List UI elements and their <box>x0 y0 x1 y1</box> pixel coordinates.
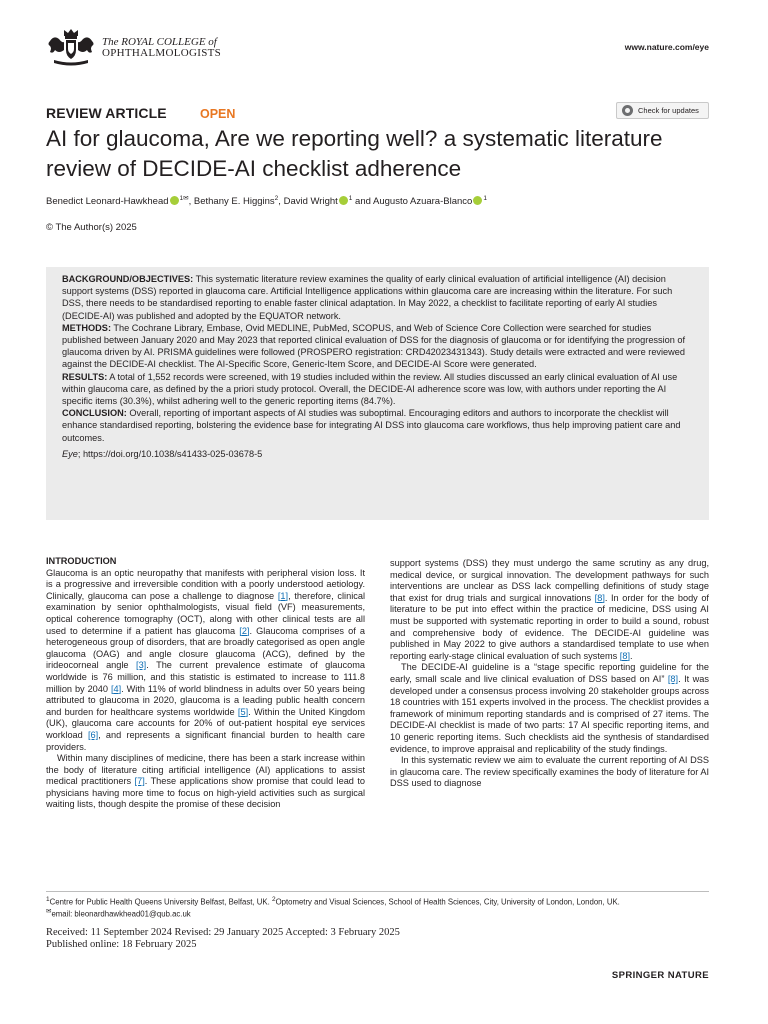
body-paragraph: In this systematic review we aim to evaluate the current reporting of AI DSS in glaucoma care. The review specifically examines the body of literature for AI DSS used to diagnose <box>390 755 709 789</box>
journal-name: Eye <box>62 448 78 459</box>
citation-link[interactable]: [1] <box>277 590 289 601</box>
affiliations-footnote: $^1$Centre for Public Health Queens University Belfast, Belfast, UK. $^2$Optometry and Visual Sciences, School of Health Sciences, City, University of London, London, UK. <box>46 896 620 907</box>
college-crest-logo <box>46 27 96 67</box>
author-affiliation: 1 <box>348 195 353 202</box>
abstract-methods: METHODS: The Cochrane Library, Embase, Ovid MEDLINE, PubMed, SCOPUS, and Web of Science Core Collection were searched for studies published between January 2020 and May 2023 that reported clinical evaluation of DSS for the diagnosis of glaucoma or for identifying the progression of glaucoma driven by AI. PRISMA guidelines were followed (PROSPERO registration: CRD42023431343). Study details were extracted and were reviewed against the DECIDE-AI checklist. The AI-Specific Score, Generic-Item Score, and DECIDE-AI Score were generated. <box>62 322 686 370</box>
college-name <box>102 37 221 59</box>
doi-line <box>62 448 693 460</box>
email-footnote: ✉email: bleonardhawkhead01@qub.ac.uk <box>46 908 191 919</box>
orcid-icon[interactable] <box>170 196 179 205</box>
citation-link[interactable]: [6] <box>87 729 99 740</box>
body-paragraph: The DECIDE-AI guideline is a “stage specific reporting guideline for the early, small scale and live clinical evaluation of DSS based on AI” [8]. It was developed under a consensus process involving 20 stakeholder groups across 18 countries with 151 experts involved in the process. The checklist provides a framework of minimum reporting standards and is comprised of 27 items. The DECIDE-AI checklist is made of two parts: 17 AI specific reporting items, and 10 generic reporting items. Such checklists aid the synthesis of standardised evidence, to improve appraisal and replicability of the study findings. <box>390 662 710 754</box>
author-affiliation: 2 <box>274 195 279 202</box>
body-paragraph: Glaucoma is an optic neuropathy that manifests with peripheral vision loss. It is a progressive and irreversible condition with a poorly understood aetiology. Clinically, glaucoma can pose a challenge to diagnose [1], therefore, clinical examination by senior ophthalmologists, visual field (VF) measurements, optical coherence tomography (OCT), along with other clinical tests are all used to determine if a patient has glaucoma [2]. Glaucoma comprises of a heterogeneous group of disorders, that are broadly categorised as open angle glaucoma (OAG) and angle closure glaucoma (ACG), defined by the irideocorneal angle [3]. The current prevalence estimate of glaucoma worldwide is 76 million, and this statistic is estimated to increase to 111.8 million by 2040 [4]. With 11% of world blindness in adults over 50 years being attributed to glaucoma in 2020, glaucoma is a leading public health concern and burden for healthcare systems worldwide [5]. Within the United Kingdom (UK), glaucoma care accounts for 20% of out-patient hospital eye services workload [6], and represents a significant financial burden to health care providers. <box>46 567 365 752</box>
author-name[interactable]: Benedict Leonard-Hawkhead <box>46 196 169 208</box>
citation-link[interactable]: [3] <box>136 660 147 671</box>
crossmark-icon <box>622 105 633 116</box>
author-affiliation: 1✉ <box>179 195 189 202</box>
doi-link[interactable]: ; https://doi.org/10.1038/s41433-025-03678-5 <box>77 448 263 459</box>
check-for-updates-label: Check for updates <box>638 106 699 115</box>
abstract-results: RESULTS: A total of 1,552 records were screened, with 19 studies included within the review. All studies discussed an early clinical evaluation of AI use within glaucoma care, as defined by the a priori study protocol. Overall, the DECIDE-AI adherence score was low, with authors under reporting the AI specific items (30.3%), whilst adhering well to the generic reporting items (84.7%). <box>62 371 678 407</box>
article-title: AI for glaucoma, Are we reporting well? a systematic literature review of DECIDE-AI checklist adherence <box>46 126 663 181</box>
citation-link[interactable]: [5] <box>237 706 249 717</box>
author-list: Benedict Leonard-Hawkhead $^{1✉}$, Bethany E. Higgins$^2$, David Wright $^1$ and Augusto Azuara-Blanco $^1$ <box>46 195 487 208</box>
body-paragraph: support systems (DSS) they must undergo the same scrutiny as any drug, medical device, or surgical innovation. The development pathways for such interventions are unclear as DSS lack compelling definitions of study stage that exist for drug trials and surgical innovations [8]. In order for the body of literature to be put into effect within the practice of medicine, DSS using AI must be supported with systematic reporting in order to build a sound, robust and comprehensive body of evidence. The DECIDE-AI guideline was published in May 2022 to give authors a standardised template to use when reporting early-stage clinical evaluation of such systems [8]. <box>390 558 709 661</box>
article-type-label: REVIEW ARTICLE <box>46 105 167 121</box>
body-column-left <box>46 556 365 811</box>
publication-dates <box>46 927 400 951</box>
journal-url-link[interactable]: www.nature.com/eye <box>624 42 709 52</box>
author-name[interactable]: David Wright <box>283 196 338 208</box>
check-for-updates-button[interactable] <box>616 102 709 119</box>
corresponding-email[interactable]: email: bleonardhawkhead01@qub.ac.uk <box>51 909 191 919</box>
citation-link[interactable]: [2] <box>239 625 250 636</box>
copyright-notice: © The Author(s) 2025 <box>46 222 137 233</box>
published-date: Published online: 18 February 2025 <box>46 939 197 950</box>
college-name-line1: The ROYAL COLLEGE of <box>102 36 217 48</box>
college-name-line2: OPHTHALMOLOGISTS <box>102 47 222 59</box>
footnote-divider <box>46 891 709 892</box>
abstract-background: BACKGROUND/OBJECTIVES: This systematic literature review examines the quality of early clinical evaluation of artificial intelligence (AI) decision support systems (DSS) reported in glaucoma care. Artificial Intelligence applications within glaucoma care are increasing within the literature. For such DSS, there needs to be standardised reporting to enable faster clinical adaptation. In May 2022, a checklist to facilitate reporting of early AI studies (DECIDE-AI) was published and adopted by the EQUATOR network. <box>62 274 673 321</box>
orcid-icon[interactable] <box>473 196 482 205</box>
author-affiliation: 1 <box>483 195 487 202</box>
open-access-badge: OPEN <box>200 107 236 121</box>
body-column-right <box>390 558 709 790</box>
abstract-conclusion: CONCLUSION: Overall, reporting of important aspects of AI studies was suboptimal. Encouraging editors and authors to incorporate the checklist will enhance standardised reporting, bolstering the evidence base for integrating AI DSS into glaucoma care workflows, thus help improving patient care and outcomes. <box>62 408 681 443</box>
citation-link[interactable]: [8] <box>619 650 631 661</box>
springer-nature-logo: SPRINGER NATURE <box>611 970 709 981</box>
body-paragraph: Within many disciplines of medicine, there has been a stark increase within the body of literature citing artificial intelligence (AI) applications to assist medical practitioners [7]. These applications show promise that could lead to physicians having more time to focus on high-yield activities such as surgical waiting lists, though despite the promise of these decision <box>46 753 365 810</box>
citation-link[interactable]: [4] <box>110 683 122 694</box>
received-dates: Received: 11 September 2024 Revised: 29 January 2025 Accepted: 3 February 2025 <box>46 927 400 938</box>
abstract-box <box>46 267 709 520</box>
citation-link[interactable]: [7] <box>134 776 145 787</box>
author-name[interactable]: Bethany E. Higgins <box>193 196 275 208</box>
citation-link[interactable]: [8] <box>667 673 679 684</box>
citation-link[interactable]: [8] <box>594 592 605 603</box>
author-name[interactable]: Augusto Azuara-Blanco <box>373 196 473 208</box>
orcid-icon[interactable] <box>339 196 348 205</box>
section-heading-introduction: INTRODUCTION <box>46 556 117 566</box>
